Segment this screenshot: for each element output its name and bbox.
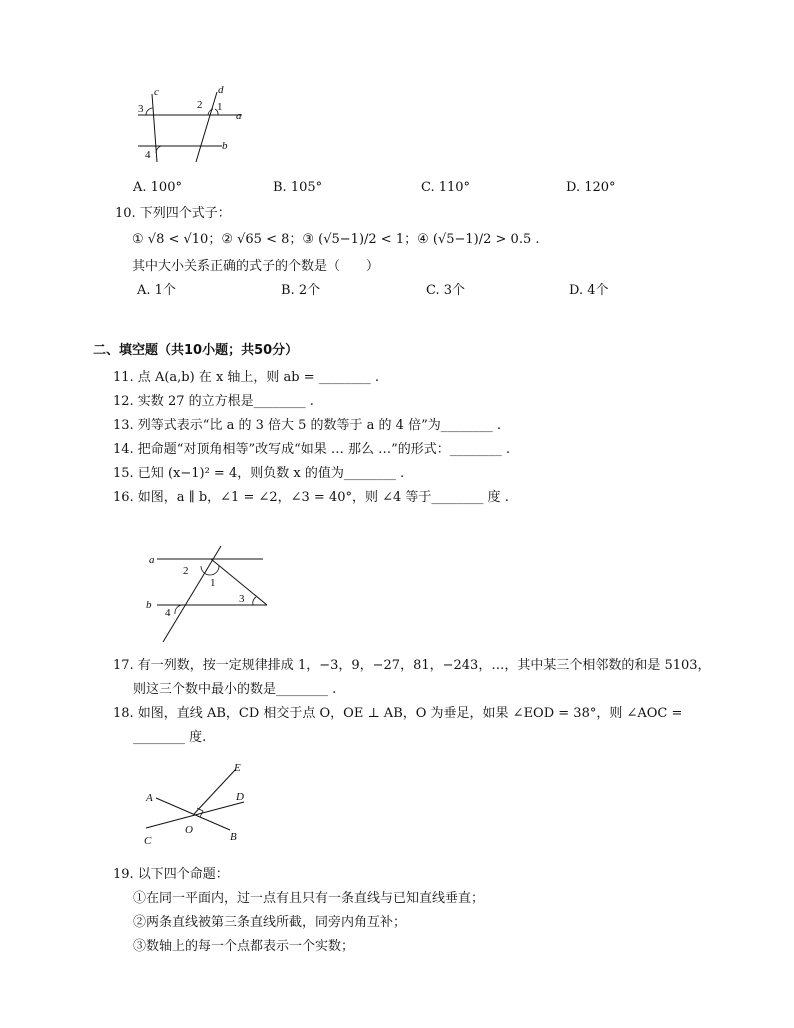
q17-line1: 17. 有一列数，按一定规律排成 1，−3，9，−27，81，−243，…，其中某三个相邻数的和是 5103， (113, 658, 711, 673)
q19-item-3: ③数轴上的每一个点都表示一个实数； (133, 939, 355, 954)
q9-option-c: C. 110° (421, 180, 471, 195)
q19-item-1: ①在同一平面内，过一点有且只有一条直线与已知直线垂直； (133, 891, 485, 906)
q18-label-O: O (185, 824, 193, 836)
q16-text: 16. 如图，a ∥ b，∠1 = ∠2，∠3 = 40°，则 ∠4 等于________ 度 . (113, 490, 509, 505)
q9-label-4: 4 (145, 149, 151, 161)
q11-text: 11. 点 A(a,b) 在 x 轴上，则 ab = ________ . (113, 370, 380, 385)
section-2-title: 二、填空题（共10小题；共50分） (93, 343, 299, 358)
q16-label-3: 3 (239, 593, 245, 605)
q18-label-E: E (234, 762, 241, 774)
q9-label-3: 3 (138, 103, 144, 115)
q9-label-2: 2 (197, 99, 203, 111)
q16-label-a: a (149, 554, 155, 566)
q14-text: 14. 把命题“对顶角相等”改写成“如果 … 那么 …”的形式：________ . (113, 442, 511, 457)
q9-label-c: c (154, 86, 159, 98)
q9-option-b: B. 105° (273, 180, 323, 195)
q13-text: 13. 列等式表示“比 a 的 3 倍大 5 的数等于 a 的 4 倍”为________ . (113, 418, 502, 433)
q16-label-4: 4 (165, 607, 171, 619)
q16-label-1: 1 (210, 577, 216, 589)
q18-label-B: B (230, 831, 237, 843)
q18-label-A: A (146, 792, 153, 804)
q9-label-1: 1 (217, 101, 223, 113)
q18-label-C: C (144, 835, 152, 847)
q15-text: 15. 已知 (x−1)² = 4，则负数 x 的值为________ . (113, 466, 405, 481)
q18-line2: ________ 度. (133, 730, 207, 745)
q18-line1: 18. 如图，直线 AB，CD 相交于点 O，OE ⊥ AB，O 为垂足，如果 ∠EOD = 38°，则 ∠AOC = (113, 706, 683, 721)
q10-question: 其中大小关系正确的式子的个数是（ ） (132, 259, 380, 274)
q9-label-a: a (236, 110, 242, 122)
q17-line2: 则这三个数中最小的数是________ . (133, 682, 337, 697)
q9-label-d: d (218, 84, 224, 96)
q10-option-d: D. 4个 (569, 283, 609, 298)
q19-item-2: ②两条直线被第三条直线所截，同旁内角互补； (133, 915, 407, 930)
q16-figure (143, 546, 273, 646)
q9-label-b: b (222, 140, 228, 152)
q10-option-a: A. 1个 (137, 283, 176, 298)
q9-option-d: D. 120° (566, 180, 616, 195)
q16-label-2: 2 (183, 565, 189, 577)
q10-option-b: B. 2个 (281, 283, 321, 298)
q12-text: 12. 实数 27 的立方根是________ . (113, 394, 314, 409)
q16-label-b: b (146, 599, 152, 611)
q18-label-D: D (236, 791, 244, 803)
q10-expressions: ① √8 < √10；② √65 < 8；③ (√5−1)/2 < 1；④ (√5−1)/2 > 0.5 . (132, 232, 540, 247)
q18-figure (140, 758, 260, 848)
q9-figure (130, 84, 260, 164)
q10-option-c: C. 3个 (426, 283, 466, 298)
q10-stem: 10. 下列四个式子： (115, 206, 231, 221)
q19-stem: 19. 以下四个命题： (113, 867, 229, 882)
q9-option-a: A. 100° (133, 180, 182, 195)
